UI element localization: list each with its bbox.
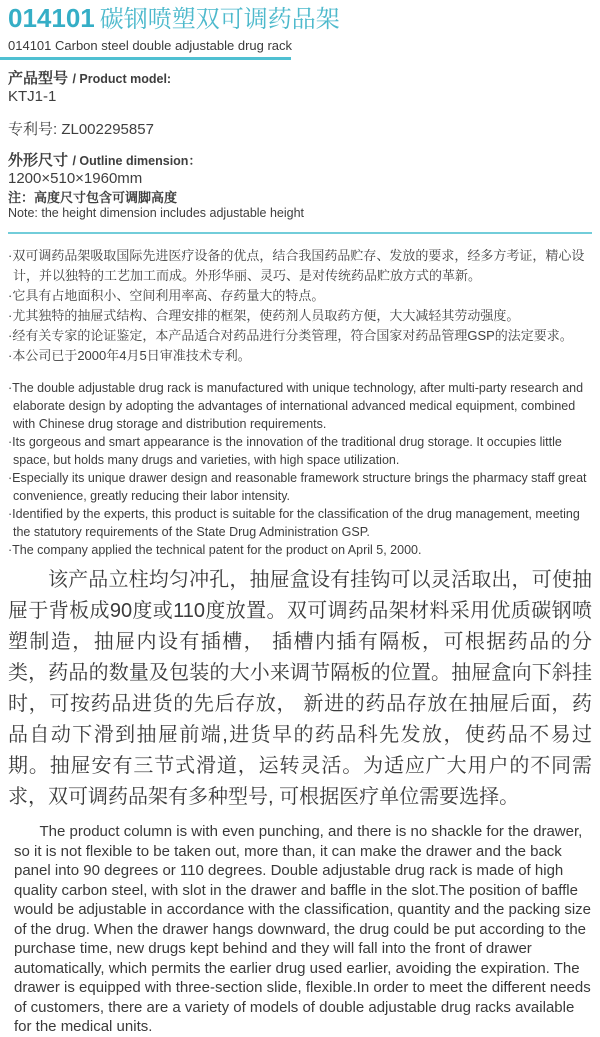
- feature-item-zh: ·本公司已于2000年4月5日审准技术专利。: [8, 348, 251, 363]
- model-label-en: / Product model:: [72, 72, 172, 86]
- feature-item-zh: ·经有关专家的论证鉴定，本产品适合对药品进行分类管理，符合国家对药品管理GSP的法定要求。: [8, 328, 573, 343]
- dimension-value: 1200×510×1960mm: [8, 170, 143, 187]
- product-code: 014101: [8, 3, 95, 33]
- feature-item-zh: ·它具有占地面积小、空间利用率高、存药量大的特点。: [8, 288, 325, 303]
- model-label-zh: 产品型号: [8, 70, 69, 87]
- page-title-row: [8, 4, 592, 37]
- patent-number: 专利号: ZL002295857: [8, 121, 154, 138]
- feature-item-zh: ·双可调药品架吸取国际先进医疗设备的优点，结合我国药品贮存、发放的要求，经多方考证，精心设计，并以独特的工艺加工而成。外形华丽、灵巧、是对传统药品贮放方式的革新。: [8, 248, 585, 283]
- model-value: KTJ1-1: [8, 88, 57, 105]
- header: [8, 4, 592, 60]
- product-title-zh: 碳钢喷塑双可调药品架: [99, 6, 340, 33]
- description-paragraph-zh: 该产品立柱均匀冲孔，抽屉盒设有挂钩可以灵活取出，可使抽屉于背板成90度或110度放置。双可调药品架材料采用优质碳钢喷塑制造，抽屉内设有插槽， 插槽内插有隔板，可根据药品的分类，药品的数量及包装的大小来调节隔板的位置。抽屉盒向下斜挂时，可按药品进货的先后存放， 新进的药品存放在抽屉后面，药品自动下滑到抽屉前端,进货早的药品科先发放，使药品不易过期。抽屉安有三节式滑道，运转灵活。为适应广大用户的不同需求，双可调药品架有多种型号, 可根据医疗单位需要选择。: [8, 569, 592, 808]
- dimension-label-zh: 外形尺寸: [8, 152, 69, 169]
- model-label: [8, 71, 592, 87]
- section-divider: [8, 232, 592, 234]
- feature-item-zh: ·尤其独特的抽屉式结构、合理安排的框架，使药剂人员取药方便，大大减轻其劳动强度。: [8, 308, 520, 323]
- product-model-section: [8, 71, 592, 105]
- header-divider: [0, 57, 291, 60]
- feature-item-en: ·The company applied the technical patent for the product on April 5, 2000.: [8, 543, 422, 557]
- feature-list-en: [8, 379, 592, 559]
- feature-item-en: ·The double adjustable drug rack is manufactured with unique technology, after multi-party research and elaborate design by adopting the advantages of international advanced medical equipment, combined with Chinese drug storage and distribution requirements.: [8, 381, 584, 431]
- feature-item-en: ·Especially its unique drawer design and reasonable framework structure brings the pharmacy staff great convenience, greatly reducing their labor intensity.: [8, 471, 587, 503]
- feature-item-en: ·Identified by the experts, this product is suitable for the classification of the drug management, meeting the statutory requirements of the State Drug Administration GSP.: [8, 507, 580, 539]
- feature-item-en: ·Its gorgeous and smart appearance is the innovation of the traditional drug storage. It occupies little space, but holds many drugs and varieties, with high space utilization.: [8, 435, 562, 467]
- feature-list-zh: [8, 246, 592, 366]
- dimension-note-zh: 注：高度尺寸包含可调脚高度: [8, 190, 178, 205]
- dimension-section: [8, 153, 592, 220]
- description-paragraph-en: The product column is with even punching, and there is no shackle for the drawer, so it is not flexible to be taken out, more than, it can make the drawer and the back panel into 90 degrees or 110 degrees. Double adjustable drug rack is made of high quality carbon steel, with slot in the drawer and baffle in the slot.The position of baffle would be adjustable in accordance with the classification, quantity and the packing size of the drug. When the drawer hangs downward, the drug could be put according to the purchase time, new drugs kept behind and they will fall into the front of drawer automatically, which permits the earlier drug used earlier, avoiding the expiration. The drawer is equipped with three-section slide, flexible.In order to meet the different needs of customers, there are a variety of models of double adjustable drug racks available for the medical units.: [14, 823, 592, 1035]
- product-subtitle-en: 014101 Carbon steel double adjustable drug rack: [8, 38, 293, 53]
- dimension-note-en: Note: the height dimension includes adjustable height: [8, 206, 305, 220]
- dimension-label-en: / Outline dimension：: [72, 154, 201, 168]
- dimension-label: [8, 153, 592, 169]
